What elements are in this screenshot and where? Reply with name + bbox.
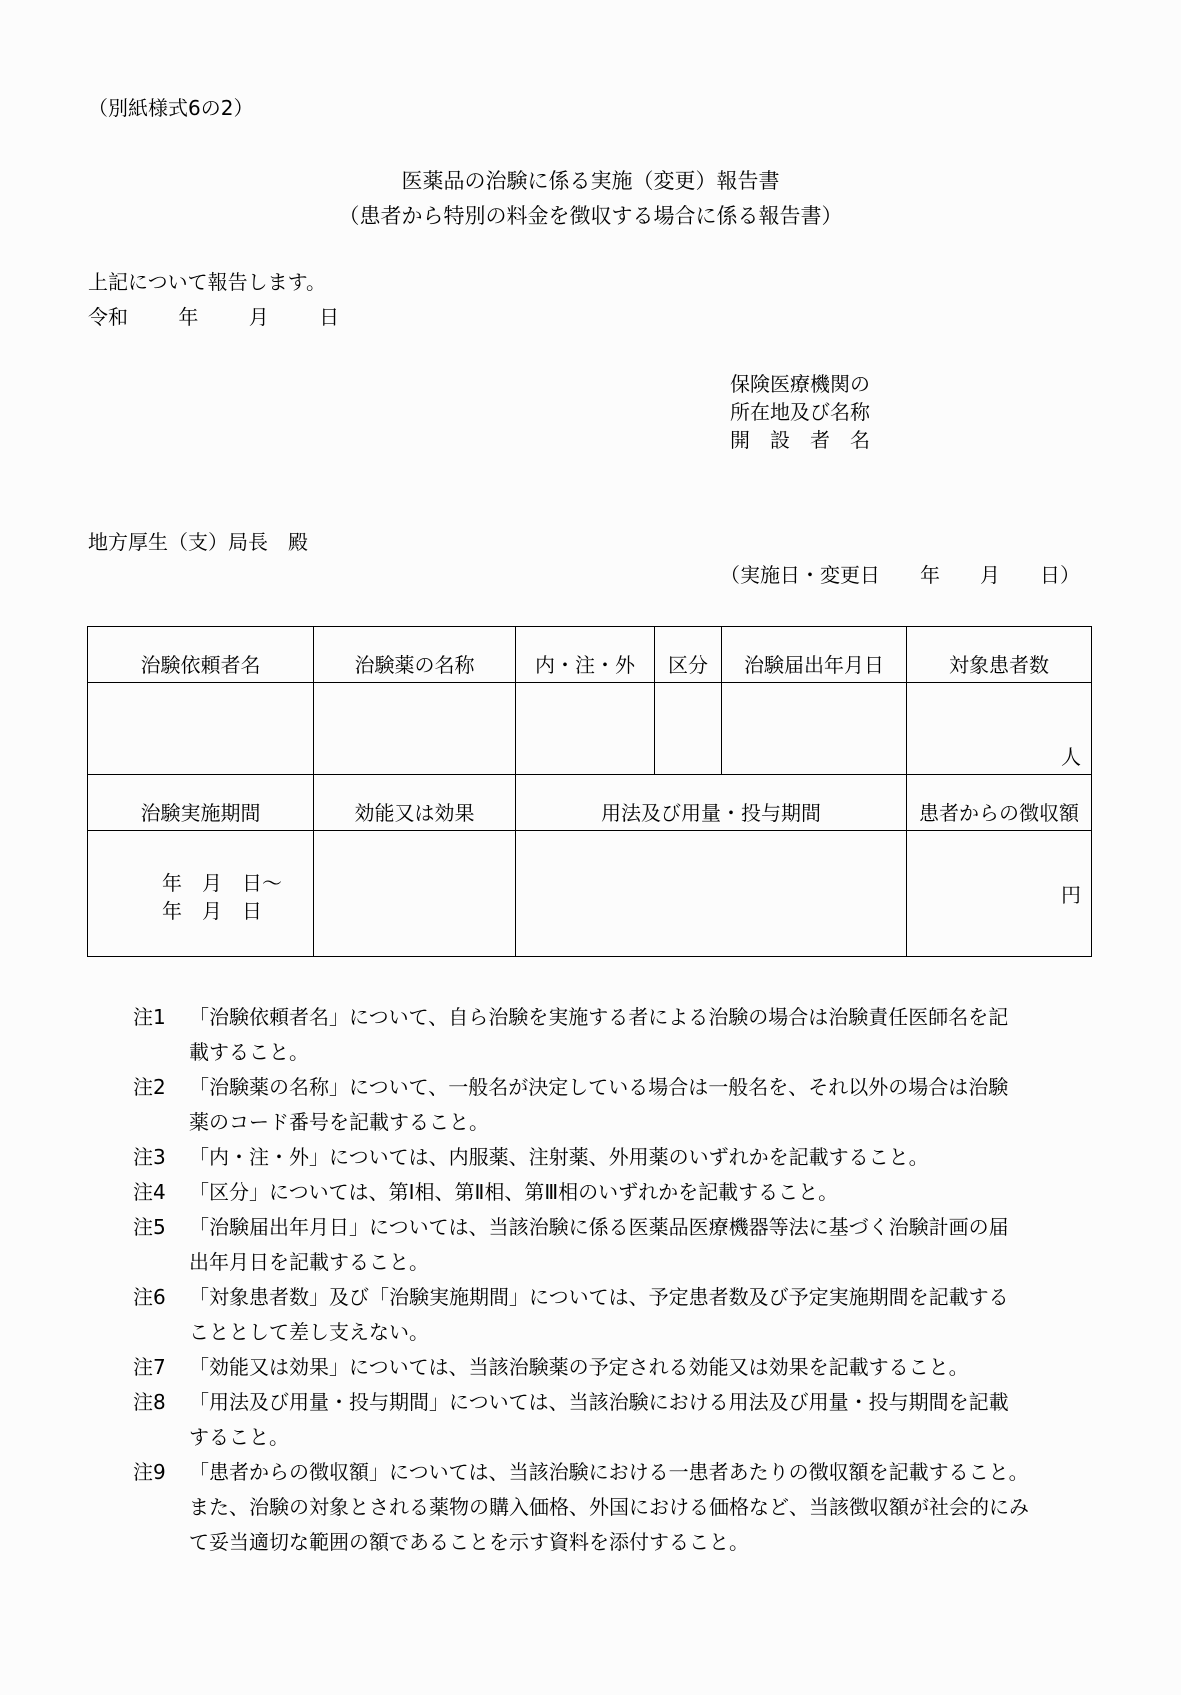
date-day: 日 (319, 305, 340, 329)
notes-section (133, 1000, 1093, 1560)
header-sponsor: 治験依頼者名 (88, 627, 314, 683)
table-value-row-1 (88, 683, 1092, 775)
header-route: 内・注・外 (516, 627, 655, 683)
note-4: 注4 「区分」については、第Ⅰ相、第Ⅱ相、第Ⅲ相のいずれかを記載すること。 (133, 1180, 839, 1204)
cell-efficacy[interactable] (314, 831, 516, 957)
table-header-row-2 (88, 775, 1092, 831)
cell-amount[interactable] (907, 831, 1092, 957)
form-id: （別紙様式6の2） (88, 96, 254, 120)
institution-label-2: 所在地及び名称 (730, 400, 870, 424)
table-header-row-1 (88, 627, 1092, 683)
date-year: 年 (178, 305, 199, 329)
cell-drug-name[interactable] (314, 683, 516, 775)
date-era: 令和 (88, 305, 128, 329)
note-7: 注7 「効能又は効果」については、当該治験薬の予定される効能又は効果を記載すること。 (133, 1355, 969, 1379)
header-efficacy: 効能又は効果 (314, 775, 516, 831)
period-end: 年 月 日 (162, 899, 262, 923)
cell-phase[interactable] (655, 683, 722, 775)
date-month: 月 (248, 305, 269, 329)
header-notification-date: 治験届出年月日 (722, 627, 907, 683)
cell-period[interactable] (88, 831, 314, 957)
intro-text: 上記について報告します。 (88, 270, 326, 294)
header-drug-name: 治験薬の名称 (314, 627, 516, 683)
note-8: 注8 「用法及び用量・投与期間」については、当該治験における用法及び用量・投与期間を記載 すること。 (133, 1390, 1009, 1449)
patients-unit: 人 (1061, 745, 1081, 769)
note-5: 注5 「治験届出年月日」については、当該治験に係る医薬品医療機器等法に基づく治験計画の届 出年月日を記載すること。 (133, 1215, 1009, 1274)
header-patient-count: 対象患者数 (907, 627, 1092, 683)
addressee: 地方厚生（支）局長 殿 (88, 530, 308, 554)
cell-route[interactable] (516, 683, 655, 775)
institution-block (730, 370, 870, 454)
note-2: 注2 「治験薬の名称」について、一般名が決定している場合は一般名を、それ以外の場合は治験 薬のコード番号を記載すること。 (133, 1075, 1009, 1134)
report-table (87, 626, 1092, 957)
report-date (88, 305, 339, 329)
header-period: 治験実施期間 (88, 775, 314, 831)
cell-sponsor[interactable] (88, 683, 314, 775)
header-phase: 区分 (655, 627, 722, 683)
note-1: 注1 「治験依頼者名」について、自ら治験を実施する者による治験の場合は治験責任医師名を記 載すること。 (133, 1005, 1009, 1064)
header-dosage: 用法及び用量・投与期間 (516, 775, 907, 831)
cell-patient-count[interactable] (907, 683, 1092, 775)
institution-label-3: 開 設 者 名 (730, 428, 870, 452)
implementation-date: （実施日・変更日 年 月 日） (720, 563, 1080, 587)
cell-notification-date[interactable] (722, 683, 907, 775)
note-9: 注9 「患者からの徴収額」については、当該治験における一患者あたりの徴収額を記載すること。 また、治験の対象とされる薬物の購入価格、外国における価格など、当該徴収額が社会的にみ て妥当適切な範囲の額であることを示す資料を添付すること。 (133, 1460, 1029, 1554)
amount-unit: 円 (1061, 883, 1081, 907)
period-start: 年 月 日～ (162, 871, 282, 895)
note-6: 注6 「対象患者数」及び「治験実施期間」については、予定患者数及び予定実施期間を記載する こととして差し支えない。 (133, 1285, 1009, 1344)
document-title: 医薬品の治験に係る実施（変更）報告書 (401, 169, 780, 193)
note-3: 注3 「内・注・外」については、内服薬、注射薬、外用薬のいずれかを記載すること。 (133, 1145, 929, 1169)
table-value-row-2 (88, 831, 1092, 957)
document-subtitle: （患者から特別の料金を徴収する場合に係る報告書） (338, 204, 843, 228)
header-amount: 患者からの徴収額 (907, 775, 1092, 831)
institution-label-1: 保険医療機関の (730, 372, 870, 396)
cell-dosage[interactable] (516, 831, 907, 957)
